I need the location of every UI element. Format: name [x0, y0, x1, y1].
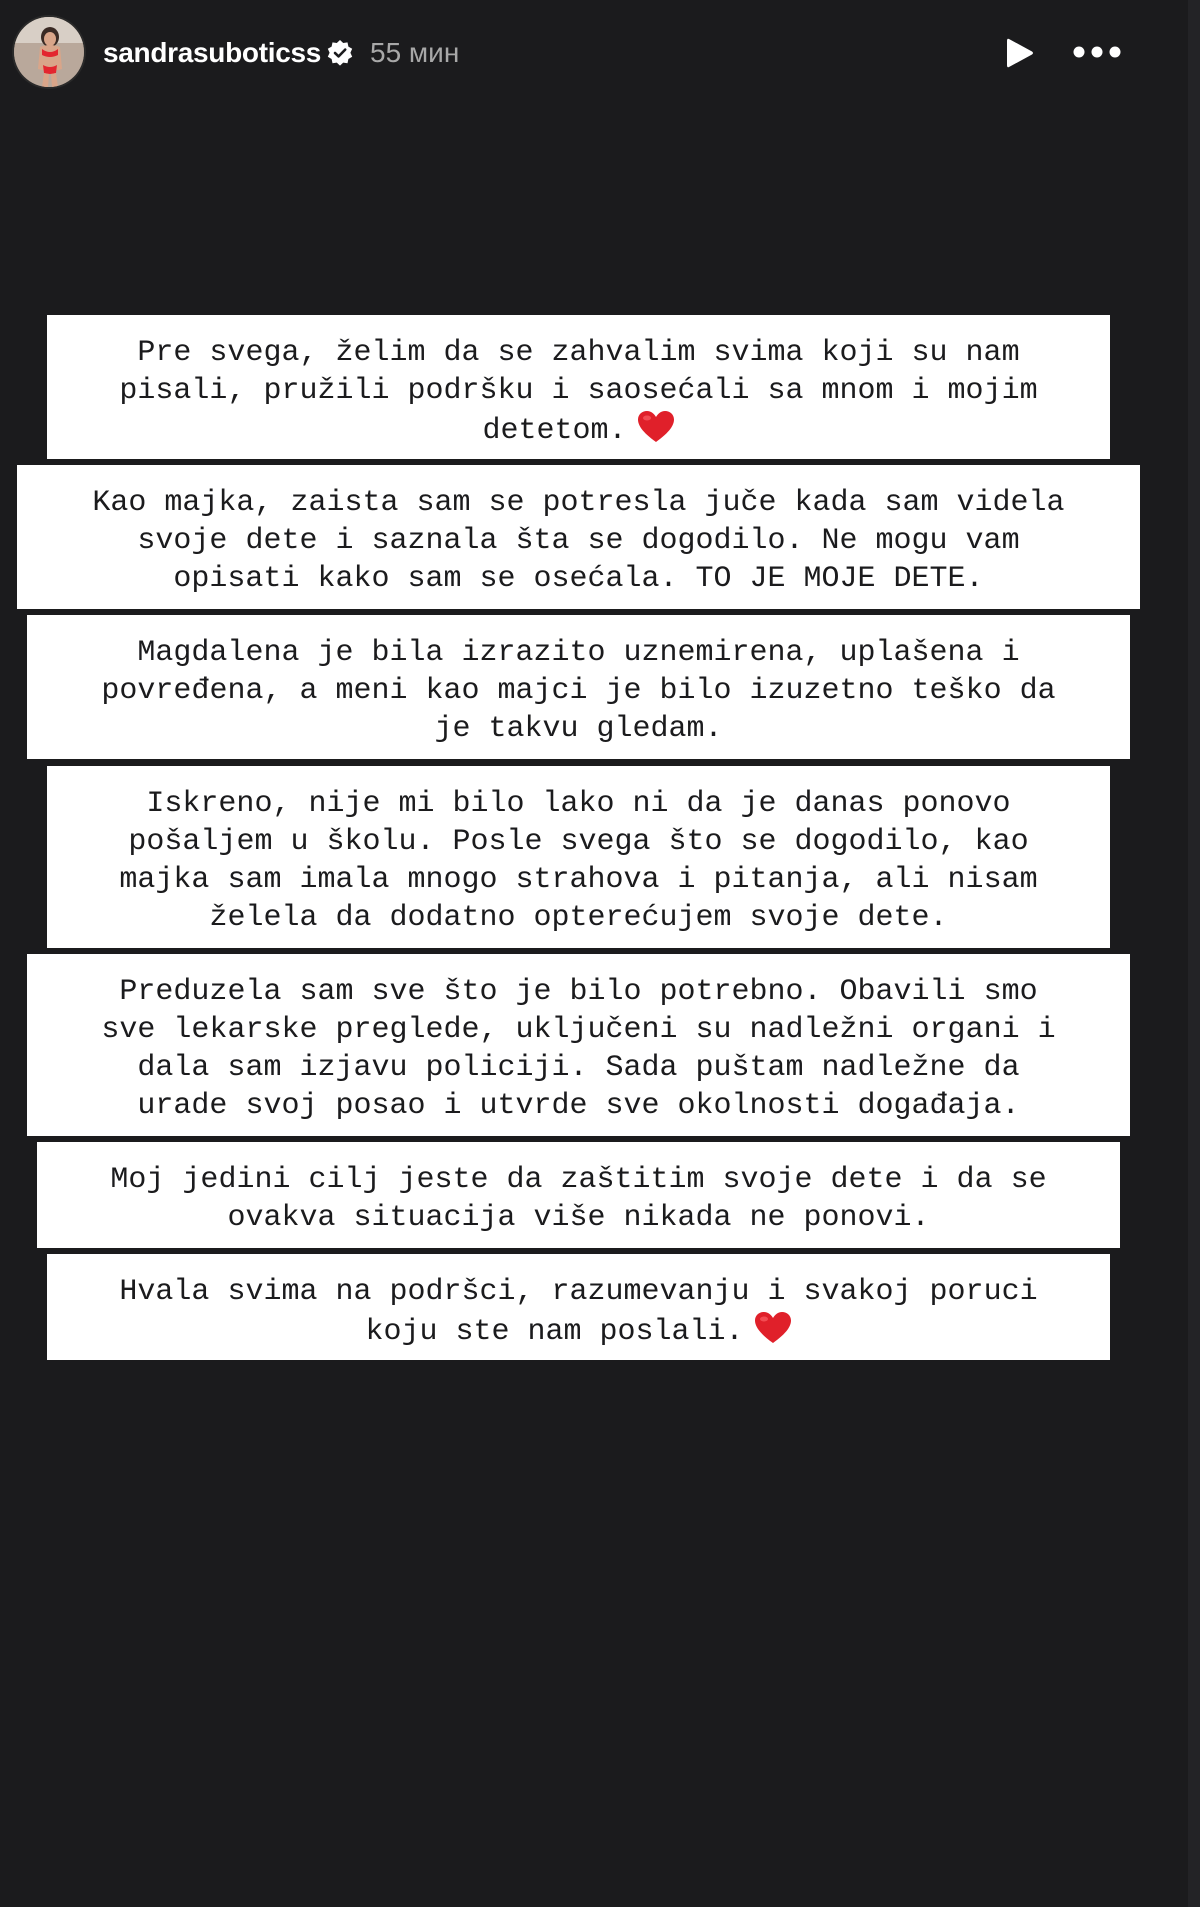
- avatar-image: [14, 17, 84, 87]
- story-text-block: [17, 465, 1140, 609]
- story-text: Pre svega, želim da se zahvalim svima koji su nam pisali, pružili podršku i saosećali sa mnom i mojim detetom.: [119, 336, 1038, 448]
- more-options-icon[interactable]: [1072, 40, 1122, 64]
- username[interactable]: sandrasuboticss: [103, 37, 322, 68]
- story-header: [0, 0, 1188, 108]
- story-text-block: [47, 766, 1110, 948]
- verified-badge-icon: [326, 39, 354, 67]
- story-text-block: [47, 1254, 1110, 1360]
- story-text-block: [27, 615, 1130, 759]
- story-text-block: [37, 1142, 1120, 1248]
- story-text: Kao majka, zaista sam se potresla juče kada sam videla svoje dete i saznala šta se dogodilo. Ne mogu vam opisati kako sam se osećala. TO JE MOJE DETE.: [92, 486, 1065, 596]
- play-icon[interactable]: [1004, 36, 1036, 70]
- story-text-block: [27, 954, 1130, 1136]
- story-text: Iskreno, nije mi bilo lako ni da je danas ponovo pošaljem u školu. Posle svega što se dogodilo, kao majka sam imala mnogo strahova i pitanja, ali nisam želela da dodatno opterećujem svoje dete.: [119, 787, 1038, 935]
- story-text-block: [47, 315, 1110, 459]
- story-text: Moj jedini cilj jeste da zaštitim svoje dete i da se ovakva situacija više nikada ne ponovi.: [110, 1163, 1047, 1235]
- story-text: Preduzela sam sve što je bilo potrebno. Obavili smo sve lekarske preglede, uključeni su nadležni organi i dala sam izjavu policiji. Sada puštam nadležne da urade svoj posao i utvrde sve okolnosti događaja.: [101, 975, 1056, 1123]
- red-heart-icon: [637, 410, 675, 444]
- scrollbar-track: [1188, 0, 1200, 1907]
- story-text: Magdalena je bila izrazito uznemirena, uplašena i povređena, a meni kao majci je bilo izuzetno teško da je takvu gledam.: [101, 636, 1056, 746]
- story-text: Hvala svima na podršci, razumevanju i svakoj poruci koju ste nam poslali.: [119, 1275, 1038, 1349]
- red-heart-icon: [754, 1311, 792, 1345]
- profile-avatar[interactable]: [14, 17, 84, 87]
- post-time: 55 мин: [370, 37, 460, 68]
